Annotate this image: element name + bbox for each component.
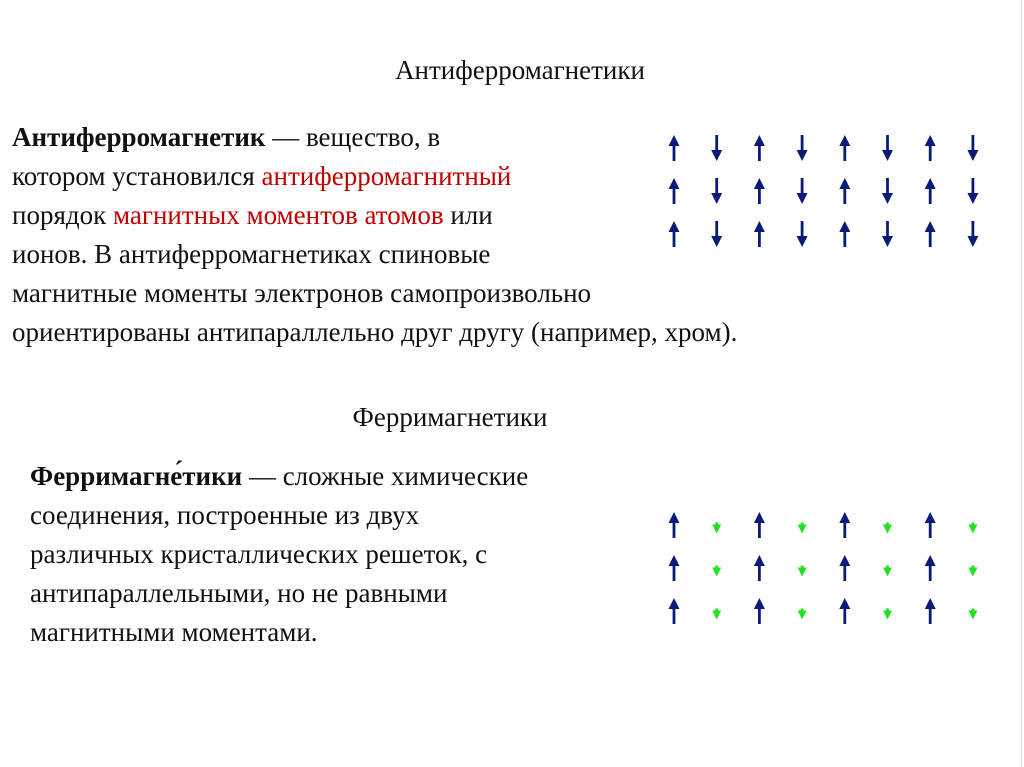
spin-down-arrow	[711, 178, 722, 204]
spin-down-arrow	[968, 609, 977, 620]
paragraph-text: котором установился	[12, 161, 262, 191]
paragraph-text: — вещество, в	[265, 122, 441, 152]
spin-up-arrow	[925, 221, 936, 247]
ferrimagnet-spin-grid	[663, 505, 993, 625]
highlighted-text: антиферромагнитный	[261, 161, 512, 191]
paragraph-text: магнитными моментами.	[30, 617, 318, 647]
spin-up-arrow	[754, 135, 765, 161]
spin-down-arrow	[798, 609, 807, 620]
defined-term: Антиферромагнетик	[12, 122, 266, 152]
paragraph-text: — сложные химические	[242, 461, 529, 491]
spin-down-arrow	[798, 566, 807, 577]
paragraph-line	[12, 157, 737, 196]
spin-down-arrow	[883, 566, 892, 577]
spin-down-arrow	[712, 523, 721, 534]
antiferromagnet-definition	[12, 118, 737, 352]
section-title-ferrimagnets: Ферримагнетики	[352, 402, 548, 432]
spin-up-arrow	[925, 598, 936, 624]
spin-down-arrow	[797, 178, 808, 204]
spin-down-arrow	[967, 178, 978, 204]
spin-up-arrow	[925, 555, 936, 581]
paragraph-line	[12, 118, 737, 157]
antiferromagnet-spin-grid	[663, 128, 993, 248]
spin-down-arrow	[711, 135, 722, 161]
paragraph-line	[12, 313, 737, 352]
spin-up-arrow	[839, 512, 850, 538]
spin-up-arrow	[669, 221, 680, 247]
spin-down-arrow	[968, 566, 977, 577]
paragraph-text: антипараллельными, но не равными	[30, 578, 448, 608]
spin-up-arrow	[839, 221, 850, 247]
spin-down-arrow	[712, 566, 721, 577]
spin-up-arrow	[669, 135, 680, 161]
spin-down-arrow	[798, 523, 807, 534]
defined-term: Ферримагне́тики	[30, 461, 243, 491]
spin-up-arrow	[839, 178, 850, 204]
paragraph-text: порядок	[12, 200, 113, 230]
spin-down-arrow	[967, 135, 978, 161]
paragraph-text: ионов. В антиферромагнетиках спиновые	[12, 239, 491, 269]
spin-up-arrow	[754, 598, 765, 624]
paragraph-line	[30, 496, 528, 535]
paragraph-text: или	[443, 200, 493, 230]
spin-down-arrow	[712, 609, 721, 620]
paragraph-line	[12, 196, 737, 235]
section-title-antiferromagnets: Антиферромагнетики	[395, 55, 645, 85]
ferrimagnet-definition	[30, 457, 528, 652]
spin-down-arrow	[882, 135, 893, 161]
spin-up-arrow	[839, 598, 850, 624]
spin-up-arrow	[925, 135, 936, 161]
spin-down-arrow	[711, 221, 722, 247]
spin-down-arrow	[882, 178, 893, 204]
spin-down-arrow	[797, 221, 808, 247]
paragraph-line	[30, 457, 528, 496]
spin-up-arrow	[925, 178, 936, 204]
spin-up-arrow	[754, 221, 765, 247]
spin-up-arrow	[669, 555, 680, 581]
spin-down-arrow	[883, 523, 892, 534]
paragraph-line	[30, 613, 528, 652]
paragraph-line	[12, 235, 737, 274]
spin-down-arrow	[967, 221, 978, 247]
spin-up-arrow	[669, 178, 680, 204]
spin-up-arrow	[754, 512, 765, 538]
paragraph-line	[12, 274, 737, 313]
spin-up-arrow	[925, 512, 936, 538]
spin-up-arrow	[839, 135, 850, 161]
spin-down-arrow	[883, 609, 892, 620]
paragraph-text: магнитные моменты электронов самопроизвольно	[12, 278, 592, 308]
highlighted-text: магнитных моментов атомов	[112, 200, 444, 230]
paragraph-line	[30, 535, 528, 574]
slide-edge-line	[1021, 0, 1022, 767]
spin-down-arrow	[882, 221, 893, 247]
spin-down-arrow	[968, 523, 977, 534]
spin-up-arrow	[669, 512, 680, 538]
spin-up-arrow	[839, 555, 850, 581]
spin-down-arrow	[797, 135, 808, 161]
spin-up-arrow	[754, 555, 765, 581]
spin-up-arrow	[754, 178, 765, 204]
paragraph-text: соединения, построенные из двух	[30, 500, 420, 530]
paragraph-text: различных кристаллических решеток, с	[30, 539, 488, 569]
paragraph-line	[30, 574, 528, 613]
paragraph-text: ориентированы антипараллельно друг другу (например, хром).	[12, 317, 738, 347]
spin-up-arrow	[669, 598, 680, 624]
